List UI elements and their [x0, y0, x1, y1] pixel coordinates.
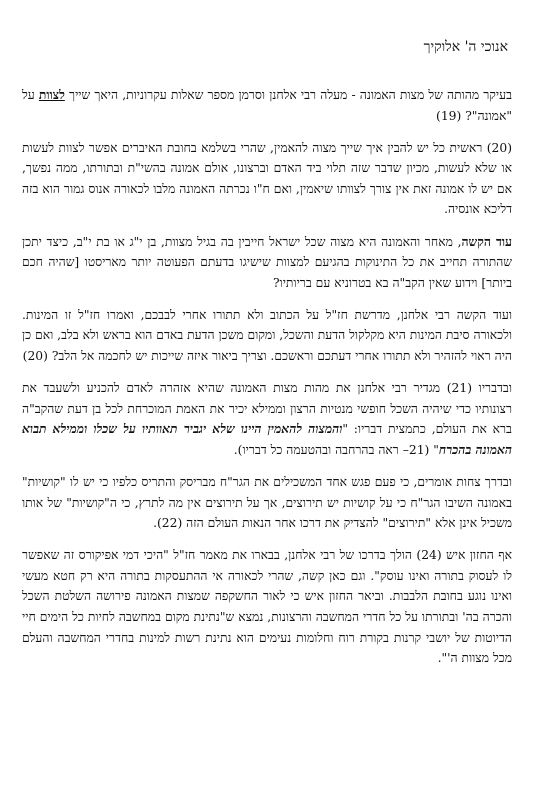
- text-run: בעיקר מהותה של מצות האמונה - מעלה רבי אלחנן וסרמן מספר שאלות עקרוניות, היאך שייך: [64, 88, 512, 102]
- text-run: ועוד הקשה רבי אלחנן, מדרשת חז"ל על הכתוב ולא תתורו אחרי לבבכם, ואמרו חז"ל זו המינות. ולכאורה סיבת המינות היא מקלקול הדעת והשכל, ומקום משכן הדעת באדם הוא בראש ולא בלב, ואם כן היה ראוי להזהיר ולא תתורו אחרי דעתכם וראשכם. וצריך ביאור איזה שייכות יש לחכמה אל הלב? (20): [22, 307, 512, 364]
- paragraph: [22, 378, 512, 460]
- paragraph: [22, 472, 512, 534]
- paragraph: [22, 232, 512, 294]
- text-run: אף החזון איש (24) הולך בדרכו של רבי אלחנן, בבארו את מאמר חז"ל "היכי דמי אפיקורס זה שאפשר לו לעסוק בתורה ואינו עוסק". וגם כאן קשה, שהרי לכאורה אי ההתעסקות בתורה היא רק חטא מעשי ואינו נוגע בחובת הלבבות. וביאר החזון איש כי לאור החשקפה שמצות האמונה פירושה השלטת השכל והכרה בה' ובתורתו על כל חדרי המחשבה והרצונות, נמצא ש"נתינת מקום במחשבה לחיות כל הימים חיי הדיוטות של יושבי קרנות בקורת רוח וחלומות נעימים הוא נתינת רשות למינות בחדרי המחשבה והעלם מכל מצוות ה'".: [22, 548, 512, 666]
- document-body: [22, 85, 512, 669]
- paragraph: [22, 85, 512, 126]
- paragraph: [22, 545, 512, 669]
- paragraph: [22, 138, 512, 220]
- text-run: ובדרך צחות אומרים, כי פעם פגש אחד המשכילים את הגר"ח מבריסק והתריס כלפיו כי יש לו "קושיות" באמונה השיבו הגר"ח כי על קושיות יש תירוצים, אך על תירוצים אין מה לתרץ, כי ה"קושיות" של אותו משכיל אינן אלא "תירוצים" להצדיק את דרכו אחר הנאות העולם הזה (22).: [22, 475, 512, 531]
- text-run: (20) ראשית כל יש להבין איך שייך מצוה להאמין, שהרי בשלמא בחובת האיברים אפשר לצוות לעשות או שלא לעשות, מכיון שדבר שזה תלוי ביד האדם וברצונו, אולם אמונה בהשי"ת ובתורתו, ממה נפשך, אם יש לו אמונה זאת אין צורך לצוותו שיאמין, ואם ח"ו נכרתה האמונה מלבו לכאורה אנוס גמור הוא בזה דליכא אונסיה.: [22, 140, 512, 217]
- text-run: לצוות: [38, 87, 65, 102]
- text-run: , מאחר והאמונה היא מצוה שכל ישראל חייבין בה בגיל מצוות, בן י"ג או בת י"ב, כיצד יתכן שהתורה תחייב את כל התינוקות בהגיעם למצוות שישיגו בדעתם הפעוטה יותר מאריסטו [שהיה חכם ביותר] וידוע שאין הקב"ה בא בטרוניא עם בריותיו?: [22, 234, 512, 290]
- paragraph: [22, 305, 512, 367]
- text-run: על "אמונה"? (19): [22, 88, 512, 123]
- text-run: עוד הקשה: [461, 233, 513, 249]
- text-run: ובדבריו (21) מגדיר רבי אלחנן את מהות מצות האמונה שהיא אזהרה לאדם להכניע ולשעבד את רצונותיו כדי שיהיה השכל חופשי מנטיות הרצון וממילא יכיר את האמת המוכרחת לכל בן דעת שהקב"ה ברא את העולם, כתמצית דבריו: ": [22, 381, 513, 437]
- page-title: אנוכי ה' אלוקיך: [423, 39, 508, 55]
- text-run: והמצוה להאמין היינו שלא יגביר תאוותיו על שכלו וממילא תבוא האמונה בהכרח: [22, 421, 512, 457]
- text-run: " (21– ראה בהרחבה ובהטעמה כל דבריו).: [233, 442, 439, 457]
